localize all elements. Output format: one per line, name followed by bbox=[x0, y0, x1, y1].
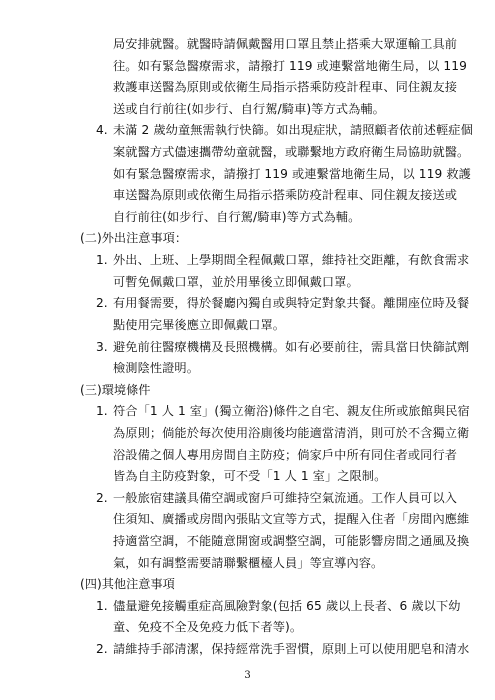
text-line: 有用餐需要，得於餐廳內獨自或與特定對象共餐。離開座位時及餐 bbox=[113, 296, 470, 311]
page-number: 3 bbox=[244, 670, 251, 681]
list-number: 1. bbox=[96, 253, 108, 268]
section-heading: (四)其他注意事項 bbox=[80, 577, 175, 592]
text-line: 持適當空調，不能隨意開窗或調整空調，可能影響房間之通風及換 bbox=[113, 533, 470, 548]
list-number: 1. bbox=[96, 404, 108, 419]
text-line: 未滿 2 歲幼童無需執行快篩。如出現症狀，請照顧者依前述輕症個 bbox=[113, 123, 473, 138]
text-line: 符合「1 人 1 室」(獨立衛浴)條件之自宅、親友住所或旅館與民宿 bbox=[113, 404, 470, 419]
text-line: 點使用完畢後應立即佩戴口罩。 bbox=[113, 317, 286, 332]
text-line: 為原則；倘能於每次使用浴廁後均能適當清消，則可於不含獨立衛 bbox=[113, 425, 470, 440]
section-heading: (二)外出注意事項： bbox=[80, 231, 188, 246]
text-line: 童、免疫不全及免疫力低下者等)。 bbox=[113, 620, 303, 635]
text-line: 皆為自主防疫對象，可不受「1 人 1 室」之限制。 bbox=[113, 469, 387, 484]
section-heading: (三)環境條件 bbox=[80, 382, 151, 397]
text-line: 可暫免佩戴口罩，並於用畢後立即佩戴口罩。 bbox=[113, 274, 359, 289]
text-line: 自行前往(如步行、自行駕/騎車)等方式為輔。 bbox=[113, 209, 361, 224]
text-line: 住須知、廣播或房間內張貼文宣等方式，提醒入住者「房間內應維 bbox=[113, 512, 470, 527]
list-number: 3. bbox=[96, 339, 108, 354]
text-line: 送或自行前往(如步行、自行駕/騎車)等方式為輔。 bbox=[113, 101, 385, 116]
text-line: 救護車送醫為原則或依衛生局指示搭乘防疫計程車、同住親友接 bbox=[113, 80, 458, 95]
text-line: 避免前往醫療機構及長照機構。如有必要前往，需具當日快篩試劑 bbox=[113, 339, 470, 354]
text-line: 儘量避免接觸重症高風險對象(包括 65 歲以上長者、6 歲以下幼 bbox=[113, 598, 461, 613]
list-number: 2. bbox=[96, 490, 108, 505]
list-number: 2. bbox=[96, 296, 108, 311]
text-line: 一般旅宿建議具備空調或窗戶可維持空氣流通。工作人員可以入 bbox=[113, 490, 458, 505]
list-number: 4. bbox=[96, 123, 108, 138]
text-line: 車送醫為原則或依衛生局指示搭乘防疫計程車、同住親友接送或 bbox=[113, 188, 458, 203]
list-number: 2. bbox=[96, 642, 108, 656]
text-line: 浴設備之個人專用房間自主防疫；倘家戶中所有同住者或同行者 bbox=[113, 447, 458, 462]
list-number: 1. bbox=[96, 598, 108, 613]
text-line: 案就醫方式儘速攜帶幼童就醫，或聯繫地方政府衛生局協助就醫。 bbox=[113, 145, 470, 160]
text-line: 氣，如有調整需要請聯繫櫃檯人員」等宣導內容。 bbox=[113, 555, 384, 570]
text-line: 往。如有緊急醫療需求，請撥打 119 或連繫當地衛生局，以 119 bbox=[113, 58, 467, 73]
text-line: 請維持手部清潔，保持經常洗手習慣，原則上可以使用肥皂和清水 bbox=[113, 642, 470, 656]
text-line: 檢測陰性證明。 bbox=[113, 361, 200, 376]
text-line: 外出、上班、上學期間全程佩戴口罩，維持社交距離，有飲食需求 bbox=[113, 253, 470, 268]
text-line: 局安排就醫。就醫時請佩戴醫用口罩且禁止搭乘大眾運輸工具前 bbox=[113, 37, 458, 51]
text-line: 如有緊急醫療需求，請撥打 119 或連繫當地衛生局，以 119 救護 bbox=[113, 166, 471, 181]
